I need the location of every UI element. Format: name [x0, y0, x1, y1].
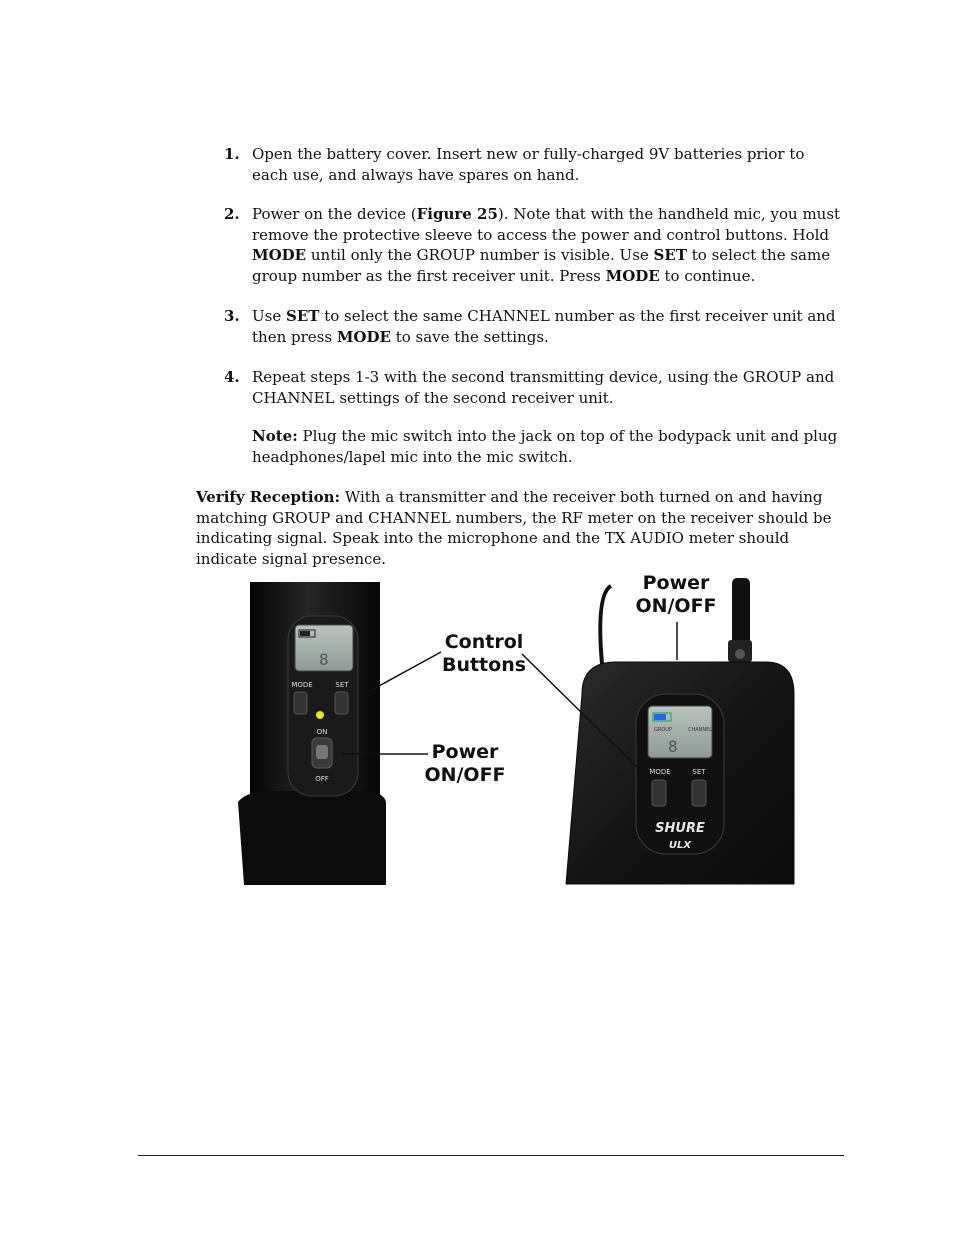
- mic-jack-cable: [732, 578, 750, 648]
- step-number: 1.: [224, 145, 240, 163]
- mode-button-label: MODE: [291, 681, 313, 689]
- power-on-off-callout-left: Power ON/OFF: [424, 741, 506, 786]
- step-text: Open the battery cover. Insert new or fully-charged 9V batteries prior to each use, and always have spares on hand.: [252, 145, 805, 184]
- control-buttons-callout: Control Buttons: [441, 631, 527, 676]
- keyword-set: SET: [653, 246, 687, 264]
- verify-label: Verify Reception:: [196, 488, 341, 506]
- shure-logo: SHURE: [655, 821, 705, 836]
- step-number: 4.: [224, 368, 240, 386]
- keyword-mode: MODE: [336, 327, 391, 346]
- set-button-label: SET: [692, 768, 706, 776]
- figure-reference: Figure 25: [416, 205, 498, 223]
- set-button-label: SET: [335, 681, 349, 689]
- note-label: Note:: [252, 427, 298, 445]
- step-text: Use SET to select the same CHANNEL number as the first receiver unit and then press MODE to save the settings.: [252, 307, 836, 346]
- verify-reception-paragraph: Verify Reception: With a transmitter and the receiver both turned on and having matching GROUP and CHANNEL numbers, the RF meter on the receiver should be indicating signal. Speak into the microphone and the TX AUDIO meter should indicate signal presence.: [196, 488, 832, 568]
- footer-rule: [138, 1155, 844, 1156]
- lcd-digit: 8: [319, 650, 329, 669]
- mode-button-label: MODE: [649, 768, 671, 776]
- step-text: Power on the device (Figure 25). Note that with the handheld mic, you must remove the protective sleeve to access the power and control buttons. Hold MODE until only the GROUP number is visible. Use SET to select the same group number as the first receiver unit. Press MODE to continue.: [252, 205, 841, 285]
- lcd-digit: 8: [668, 737, 678, 756]
- handheld-mic: [238, 582, 386, 885]
- step-number: 2.: [224, 205, 240, 223]
- model-label: ULX: [668, 840, 692, 851]
- note-paragraph: Note: Plug the mic switch into the jack on top of the bodypack unit and plug headphones/lapel mic into the mic switch.: [252, 427, 838, 466]
- set-button: [335, 692, 348, 714]
- mode-button: [652, 780, 666, 806]
- mode-button: [294, 692, 307, 714]
- on-label: ON: [316, 728, 328, 736]
- step-text: Repeat steps 1-3 with the second transmitting device, using the GROUP and CHANNEL settings of the second receiver unit.: [252, 368, 835, 407]
- lcd-channel-label: CHANNEL: [688, 727, 713, 733]
- set-button: [692, 780, 706, 806]
- keyword-set: SET: [285, 307, 320, 325]
- keyword-mode: MODE: [252, 246, 307, 264]
- keyword-mode: MODE: [605, 266, 660, 285]
- off-label: OFF: [315, 775, 329, 783]
- lcd-group-label: GROUP: [654, 727, 672, 733]
- device-illustration: [236, 574, 806, 889]
- step-number: 3.: [224, 307, 240, 325]
- power-on-off-callout-top: Power ON/OFF: [635, 572, 717, 617]
- device-figure: [236, 574, 806, 889]
- power-led: [316, 711, 324, 719]
- antenna: [600, 586, 611, 664]
